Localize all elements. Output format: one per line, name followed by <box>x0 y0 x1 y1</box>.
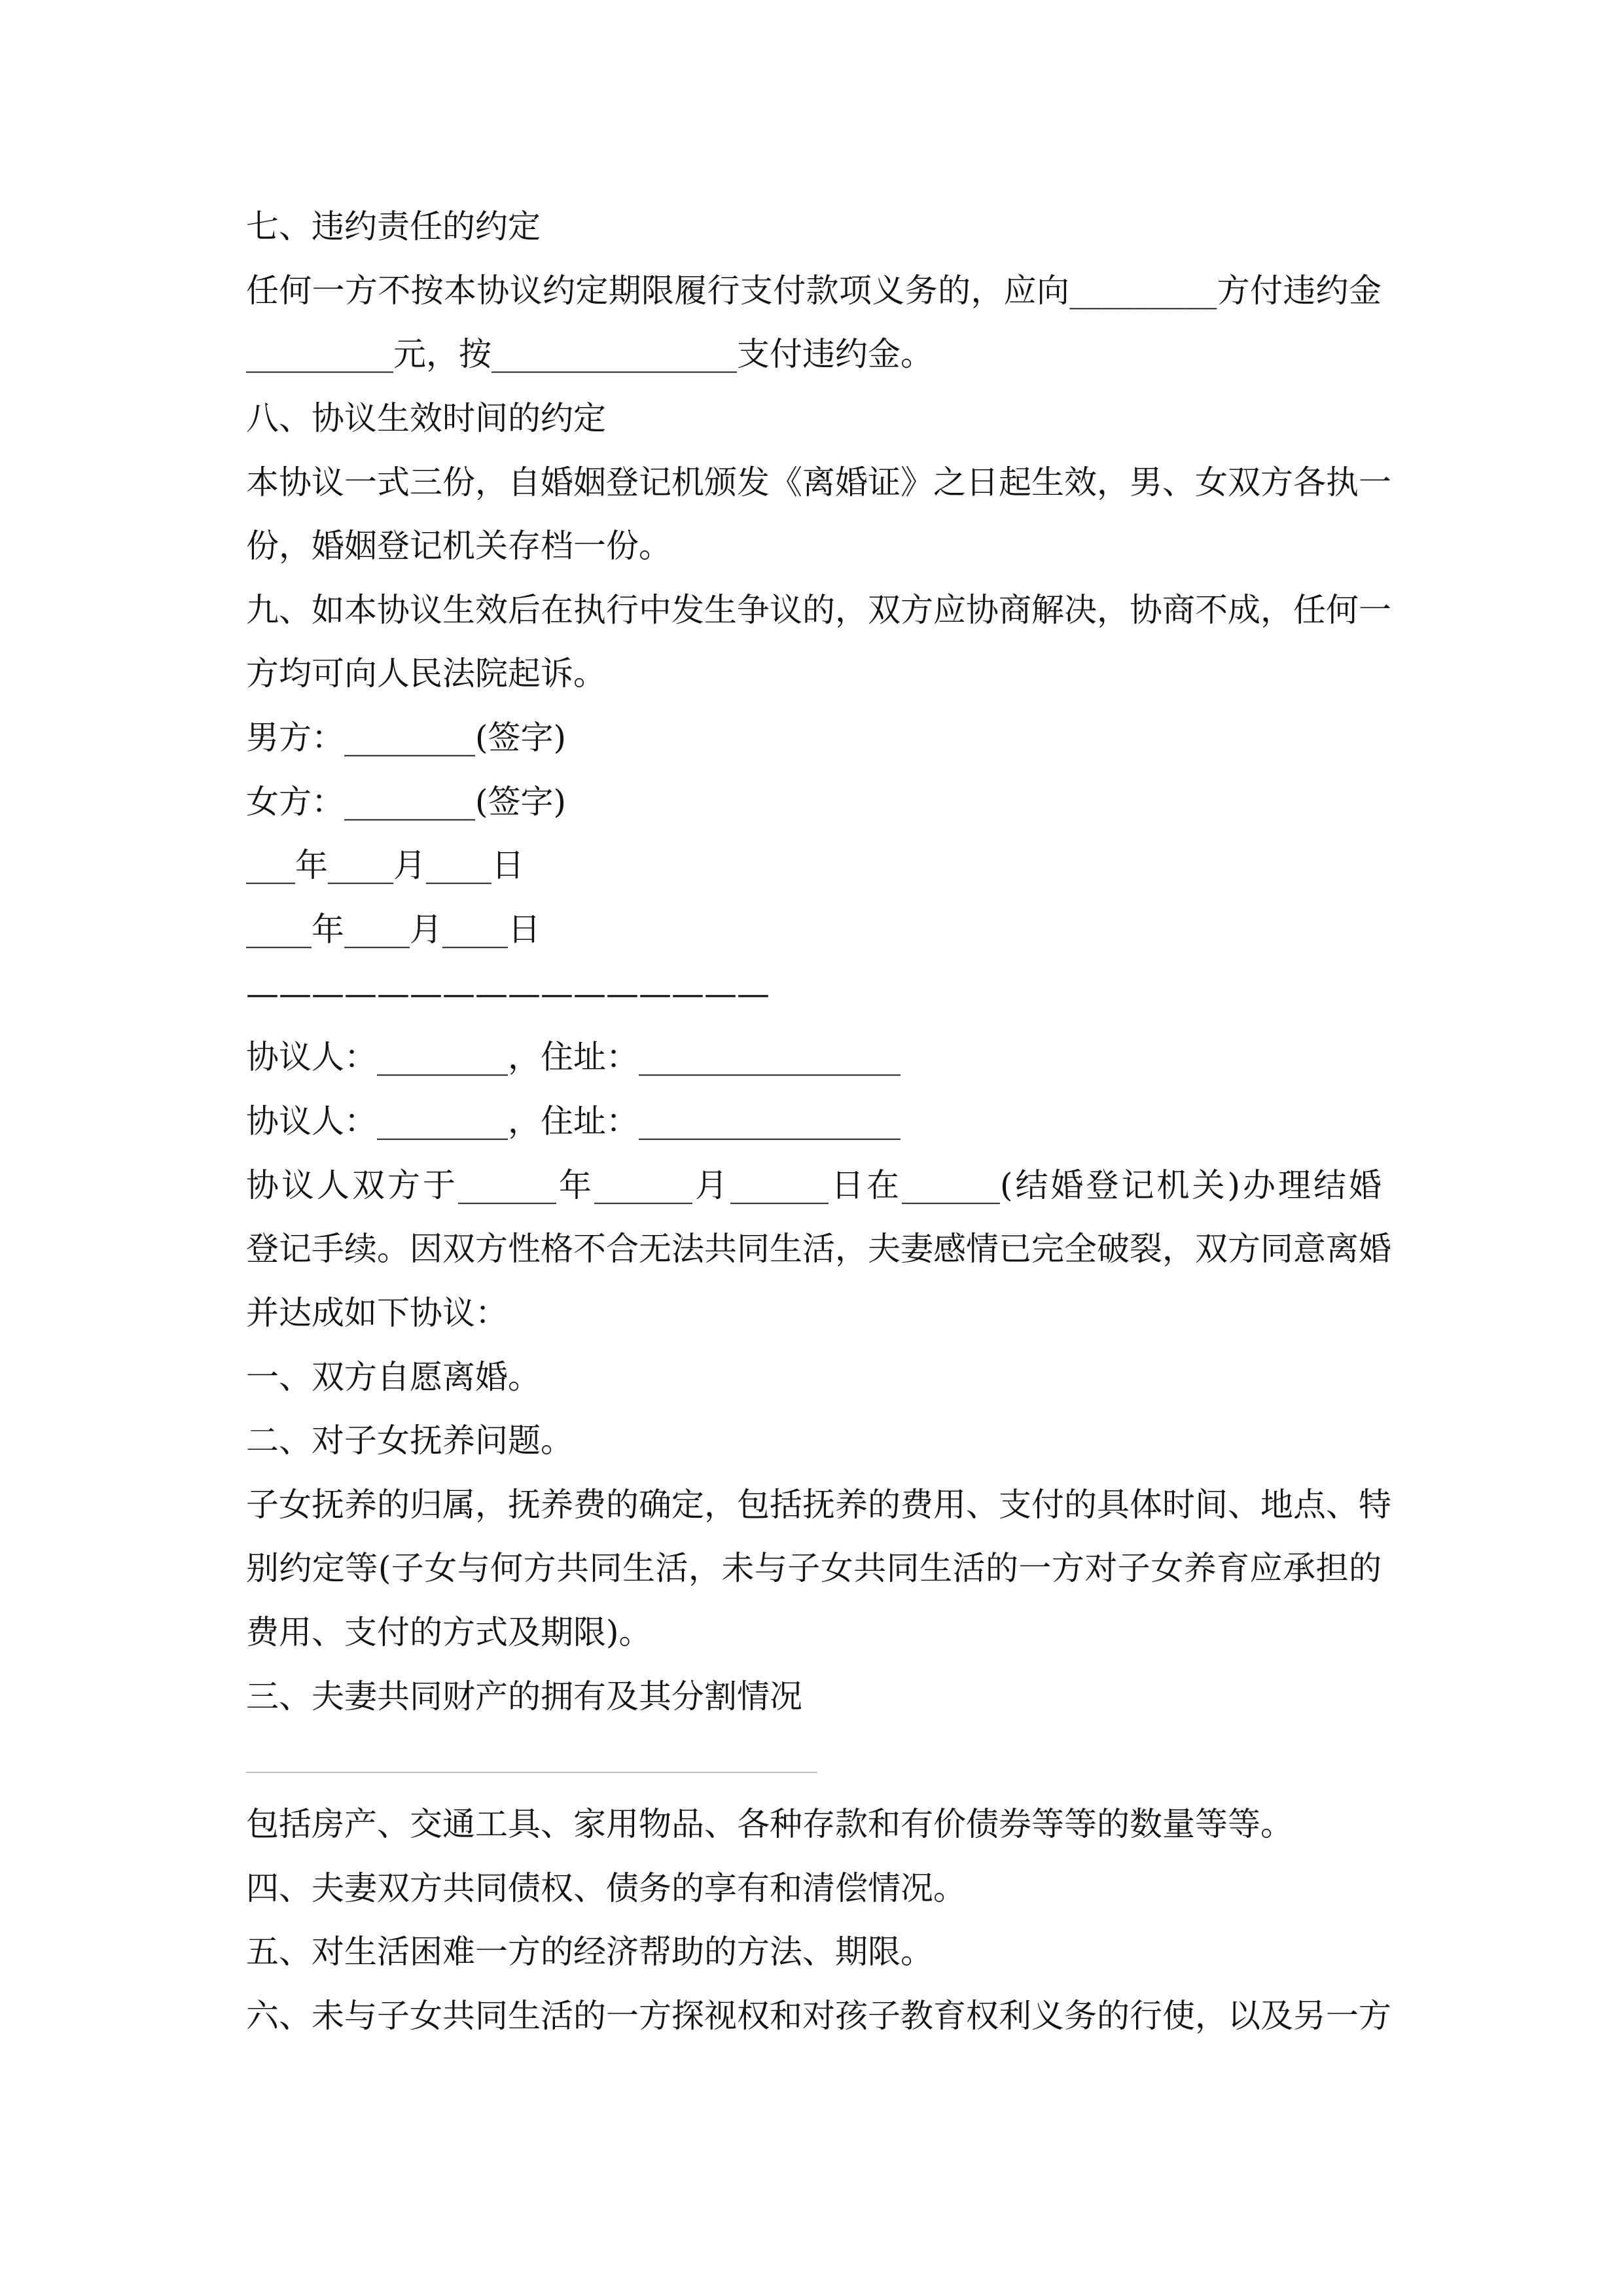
text-line: 并达成如下协议： <box>246 1293 508 1332</box>
text-line: 方均可向人民法院起诉。 <box>246 655 606 693</box>
text-line: 任何一方不按本协议约定期限履行支付款项义务的，应向_________方付违约金 <box>246 271 1382 310</box>
text-line: 协议人：________，住址：________________ <box>246 1038 901 1077</box>
text-line: 男方：________(签字) <box>246 719 567 757</box>
text-line: 八、协议生效时间的约定 <box>246 399 606 437</box>
text-line: 四、夫妻双方共同债权、债务的享有和清偿情况。 <box>246 1869 966 1907</box>
text-line: 费用、支付的方式及期限)。 <box>246 1613 652 1652</box>
text-line: 五、对生活困难一方的经济帮助的方法、期限。 <box>246 1933 933 1971</box>
text-line: ____年____月____日 <box>246 910 541 949</box>
text-line: ———————————————— <box>246 974 770 1013</box>
text-line: 本协议一式三份，自婚姻登记机颁发《离婚证》之日起生效，男、女双方各执一 <box>246 463 1391 501</box>
text-line: 一、双方自愿离婚。 <box>246 1357 541 1396</box>
document-body <box>246 195 1391 2049</box>
horizontal-rule <box>246 1772 817 1773</box>
text-line: 份，婚姻登记机关存档一份。 <box>246 527 671 565</box>
text-line: 别约定等(子女与何方共同生活，未与子女共同生活的一方对子女养育应承担的 <box>246 1549 1382 1588</box>
separator-line <box>246 1729 1382 1793</box>
text-line: 登记手续。因双方性格不合无法共同生活，夫妻感情已完全破裂，双方同意离婚 <box>246 1230 1391 1268</box>
text-line: 女方：________(签字) <box>246 782 567 821</box>
text-line: 协议人双方于______年______月______日在______(结婚登记机关)办理结婚 <box>246 1166 1382 1204</box>
text-line: 六、未与子女共同生活的一方探视权和对孩子教育权利义务的行使，以及另一方 <box>246 1996 1391 2035</box>
text-line: 子女抚养的归属，抚养费的确定，包括抚养的费用、支付的具体时间、地点、特 <box>246 1485 1391 1524</box>
text-line: 三、夫妻共同财产的拥有及其分割情况 <box>246 1677 802 1715</box>
text-line: 九、如本协议生效后在执行中发生争议的，双方应协商解决，协商不成，任何一 <box>246 590 1391 629</box>
text-line: 包括房产、交通工具、家用物品、各种存款和有价债券等等的数量等等。 <box>246 1805 1293 1844</box>
text-line: 七、违约责任的约定 <box>246 207 541 245</box>
text-line: ___年____月____日 <box>246 846 524 885</box>
text-line: 二、对子女抚养问题。 <box>246 1422 573 1460</box>
text-line: _________元，按_______________支付违约金。 <box>246 335 933 374</box>
text-line: 协议人：________，住址：________________ <box>246 1102 901 1140</box>
